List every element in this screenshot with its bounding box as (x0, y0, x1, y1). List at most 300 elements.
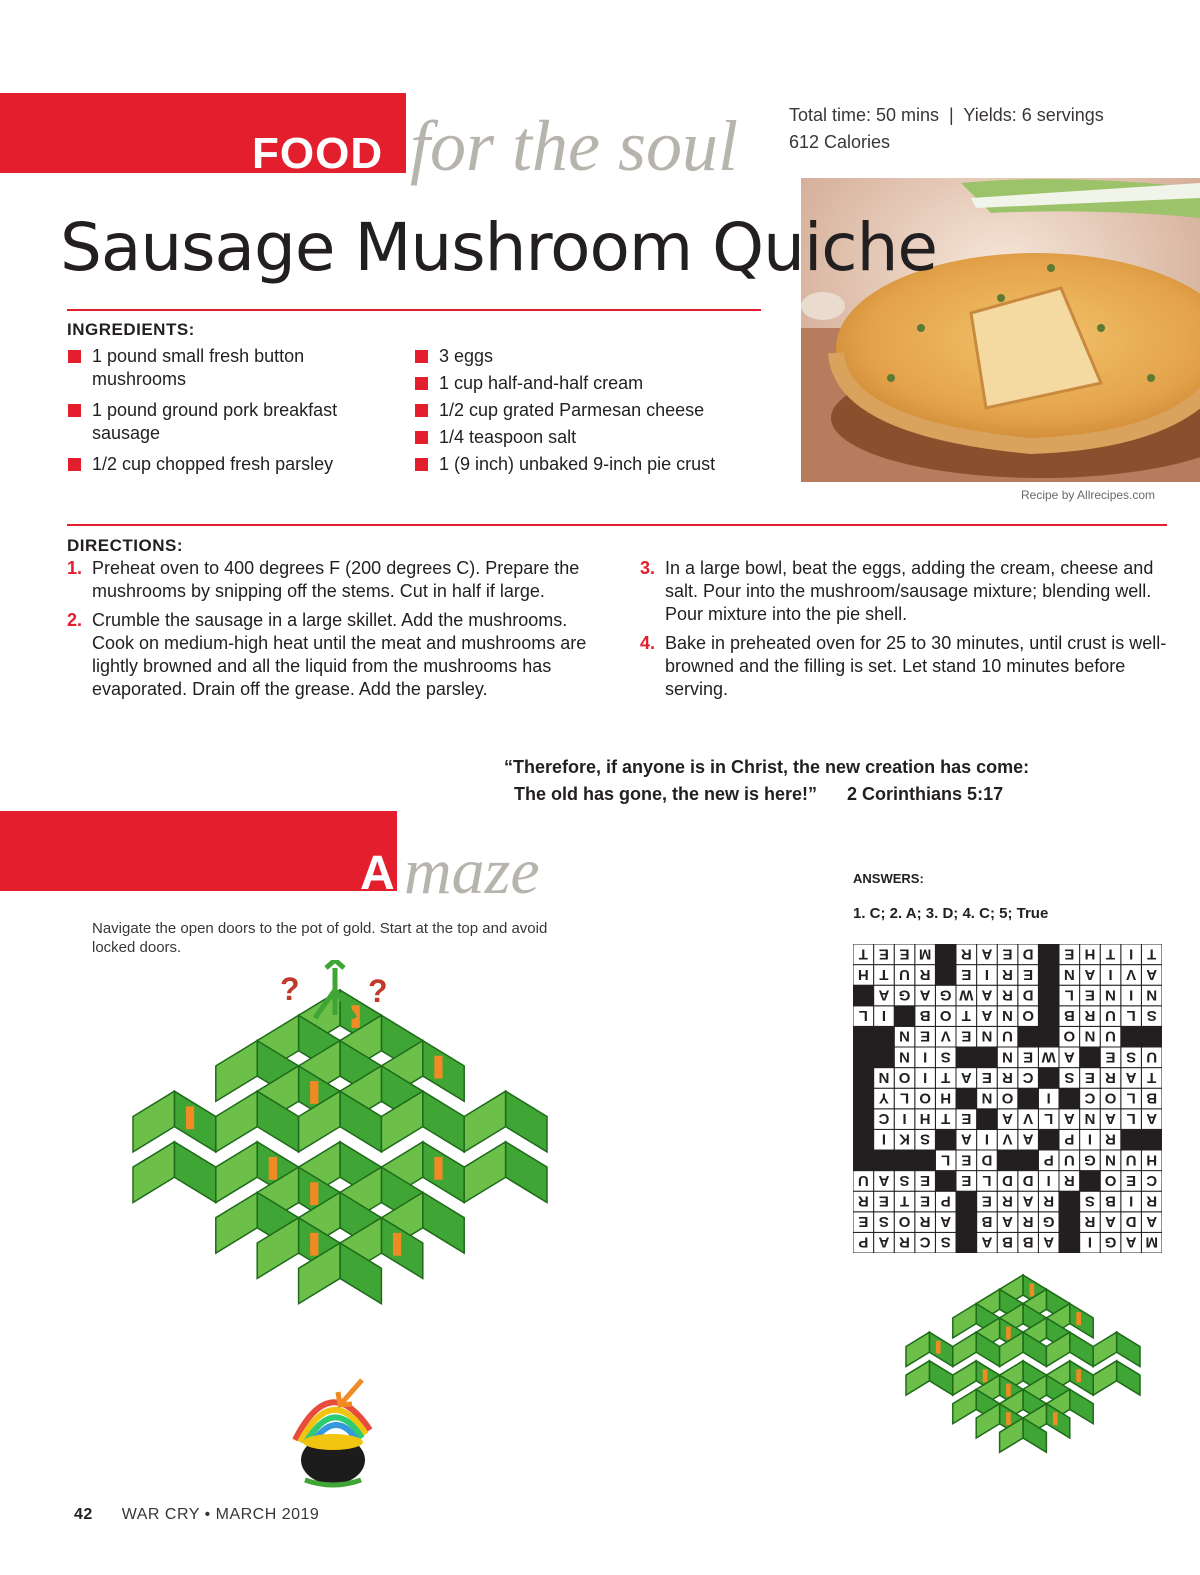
crossword-letter: L (982, 1171, 992, 1189)
crossword-letter: T (1105, 945, 1116, 963)
maze-door (310, 1182, 318, 1205)
maze-wall (953, 1304, 976, 1338)
crossword-block (935, 1171, 956, 1192)
ingredient-text: 1/2 cup chopped fresh parsley (92, 454, 334, 474)
crossword-block (1038, 1068, 1059, 1089)
crossword-letter: W (959, 986, 974, 1004)
crossword-letter: W (1041, 1048, 1056, 1066)
maze-wall (464, 1091, 505, 1152)
crossword-block (874, 1150, 895, 1171)
crossword-letter: R (1022, 1213, 1034, 1231)
maze-wall (953, 1389, 976, 1423)
maze-wall (1117, 1332, 1140, 1366)
crossword-letter: I (1087, 1233, 1092, 1251)
crossword-block (1018, 1150, 1039, 1171)
bullet-square-icon (68, 350, 81, 363)
crossword-block (1038, 985, 1059, 1006)
crossword-block (956, 1232, 977, 1253)
crossword-block (1141, 1026, 1162, 1047)
maze-door (269, 1157, 277, 1180)
crossword-letter: I (902, 1110, 907, 1128)
crossword-block (1038, 1026, 1059, 1047)
ingredient-item (67, 345, 397, 391)
crossword-letter: R (1063, 1171, 1075, 1189)
step-number: 2. (67, 610, 83, 630)
crossword-block (1121, 1129, 1142, 1150)
maze-door (1006, 1412, 1011, 1425)
crossword-block (894, 1150, 915, 1171)
crossword-letter: G (1042, 1213, 1055, 1231)
a-label: A (360, 847, 396, 900)
crossword-letter: A (1043, 1233, 1055, 1251)
crossword-letter: O (1104, 1171, 1117, 1189)
crossword-letter: I (923, 1068, 928, 1086)
crossword-letter: L (1126, 1089, 1136, 1107)
crossword-letter: E (878, 945, 889, 963)
crossword-letter: E (920, 1027, 931, 1045)
crossword-letter: A (1146, 1110, 1158, 1128)
crossword-letter: O (1022, 1007, 1034, 1025)
crossword-letter: C (1022, 1068, 1034, 1086)
directions-heading: DIRECTIONS: (67, 536, 183, 555)
maze-door (434, 1056, 442, 1079)
crossword-letter: T (941, 1110, 951, 1128)
crossword-letter: R (1002, 1192, 1013, 1210)
crossword-letter: P (940, 1192, 951, 1210)
crossword-block (935, 944, 956, 965)
crossword-letter: N (1002, 1007, 1013, 1025)
crossword-letter: E (1126, 1171, 1137, 1189)
crossword-block (853, 1150, 874, 1171)
crossword-letter: D (1022, 945, 1034, 963)
answers-text: 1. C; 2. A; 3. D; 4. C; 5; True (853, 905, 1049, 922)
crossword-letter: E (961, 1027, 972, 1045)
crossword-letter: G (1104, 1233, 1117, 1251)
bullet-square-icon (415, 377, 428, 390)
crossword-letter: S (940, 1048, 951, 1066)
crossword-letter: U (1146, 1048, 1158, 1066)
maze-door (434, 1157, 442, 1180)
maze-door (393, 1233, 401, 1256)
crossword-letter: E (1023, 1048, 1034, 1066)
crossword-letter: E (1084, 986, 1095, 1004)
calories: 612 Calories (789, 132, 891, 152)
maze-instructions: Navigate the open doors to the pot of gold. Start at the top and avoid locked doors. (92, 920, 548, 956)
crossword-letter: A (878, 986, 890, 1004)
crossword-letter: B (1022, 1233, 1034, 1251)
crossword-letter: P (1043, 1151, 1054, 1169)
crossword-letter: I (923, 1048, 928, 1066)
ingredient-text: 1/2 cup grated Parmesan cheese (439, 400, 705, 420)
verse-line-1: “Therefore, if anyone is in Christ, the new creation has come: (504, 757, 1030, 777)
directions-list-left (67, 557, 597, 707)
maze-wall (506, 1091, 547, 1152)
crossword-block (874, 1026, 895, 1047)
maze-label: maze (404, 835, 540, 908)
crossword-letter: N (899, 1027, 910, 1045)
crossword-letter: T (941, 1068, 951, 1086)
crossword-block (1018, 1026, 1039, 1047)
crossword-letter: L (941, 1151, 951, 1169)
crossword-letter: P (1064, 1130, 1075, 1148)
crossword-letter: R (919, 965, 931, 983)
crossword-block (1141, 1129, 1162, 1150)
svg-text:?: ? (368, 973, 388, 1009)
crossword-letter: A (919, 986, 931, 1004)
crossword-letter: H (940, 1089, 952, 1107)
crossword-letter: E (961, 1110, 972, 1128)
crossword-letter: S (899, 1171, 910, 1189)
ingredients-list-left (67, 345, 397, 484)
crossword-block (853, 1068, 874, 1089)
crossword-block (853, 1026, 874, 1047)
ingredient-item (414, 345, 774, 368)
crossword-letter: P (858, 1233, 869, 1251)
maze-wall (174, 1091, 215, 1152)
crossword-letter: H (1146, 1151, 1158, 1169)
crossword-letter: A (960, 1068, 972, 1086)
maze-wall (423, 1142, 464, 1203)
maze-door (1053, 1412, 1058, 1425)
crossword-block (997, 1150, 1018, 1171)
crossword-block (1018, 1088, 1039, 1109)
crossword-letter: I (1087, 1130, 1092, 1148)
maze-wall (953, 1332, 976, 1366)
ingredient-text: 1 (9 inch) unbaked 9-inch pie crust (439, 454, 716, 474)
crossword-letter: E (1105, 1048, 1116, 1066)
crossword-letter: R (1002, 986, 1013, 1004)
crossword-letter: B (981, 1213, 993, 1231)
crossword-letter: D (1022, 1171, 1034, 1189)
crossword-letter: U (899, 965, 910, 983)
crossword-letter: S (940, 1233, 951, 1251)
crossword-letter: A (1002, 1110, 1013, 1128)
maze-wall (216, 1091, 257, 1152)
crossword-letter: A (1022, 1130, 1034, 1148)
crossword-letter: A (1002, 1213, 1013, 1231)
crossword-letter: O (939, 1007, 952, 1025)
crossword-block (1038, 944, 1059, 965)
crossword-letter: T (879, 965, 889, 983)
crossword-letter: B (1146, 1089, 1158, 1107)
crossword-letter: L (858, 1007, 868, 1025)
ingredient-item (414, 453, 774, 476)
crossword-letter: H (857, 965, 869, 983)
direction-step (640, 632, 1175, 701)
crossword-letter: S (1064, 1068, 1075, 1086)
crossword-letter: O (898, 1068, 911, 1086)
ingredient-item (67, 453, 397, 476)
maze-wall (1070, 1332, 1093, 1366)
crossword-letter: I (984, 1130, 989, 1148)
crossword-letter: E (1064, 945, 1075, 963)
bullet-square-icon (68, 404, 81, 417)
crossword-letter: L (899, 1089, 910, 1107)
crossword-cells (853, 944, 1162, 1253)
crossword-letter: A (981, 1007, 993, 1025)
crossword-letter: V (1126, 965, 1137, 983)
publication-name: WAR CRY • MARCH 2019 (121, 1506, 320, 1523)
crossword-letter: O (1104, 1089, 1117, 1107)
finish-arrow-icon (338, 1380, 362, 1405)
crossword-letter: R (857, 1192, 869, 1210)
maze-wall (464, 1142, 505, 1203)
crossword-letter: T (1147, 1068, 1157, 1086)
crossword-letter: R (1084, 1213, 1096, 1231)
crossword-block (956, 1212, 977, 1233)
crossword-letter: U (1105, 1027, 1116, 1045)
crossword-block (1080, 1047, 1101, 1068)
crossword-letter: A (878, 1233, 890, 1251)
crossword-letter: N (1105, 1151, 1116, 1169)
answers-heading: ANSWERS: (853, 871, 924, 886)
crossword-letter: E (920, 1192, 931, 1210)
step-text: Preheat oven to 400 degrees F (200 degrees C). Prepare the mushrooms by snipping off the stems. Cut in half if large. (92, 558, 580, 601)
crossword-block (1059, 1088, 1080, 1109)
ingredient-text: 1 cup half-and-half cream (439, 373, 644, 393)
crossword-letter: A (1022, 1192, 1034, 1210)
total-time: Total time: 50 mins | Yields: 6 servings (789, 105, 1104, 125)
crossword-letter: N (981, 1089, 993, 1107)
crossword-letter: U (1002, 1027, 1013, 1045)
crossword-letter: E (878, 1192, 889, 1210)
maze-puzzle (90, 960, 610, 1500)
crossword-letter: D (1022, 986, 1034, 1004)
crossword-block (1121, 1026, 1142, 1047)
crossword-letter: E (961, 1151, 972, 1169)
crossword-letter: N (1146, 986, 1158, 1004)
crossword-letter: A (1105, 1213, 1116, 1231)
direction-step (67, 609, 597, 701)
maze-wall (423, 1091, 464, 1152)
crossword-letter: E (981, 1068, 992, 1086)
crossword-letter: A (981, 1233, 993, 1251)
crossword-letter: E (1084, 1068, 1095, 1086)
crossword-letter: A (1084, 965, 1096, 983)
recipe-title: Sausage Mushroom Quiche (60, 209, 938, 286)
crossword-letter: L (1064, 986, 1074, 1004)
crossword-letter: I (881, 1007, 886, 1025)
bullet-square-icon (415, 458, 428, 471)
maze-door (1076, 1312, 1081, 1325)
crossword-letter: S (920, 1130, 931, 1148)
crossword-letter: A (960, 1130, 972, 1148)
ingredient-text: 1 pound ground pork breakfast sausage (92, 400, 338, 443)
recipe-credit: Recipe by Allrecipes.com (1021, 488, 1156, 502)
maze-solution-tiles (906, 1275, 1140, 1452)
crossword-block (1059, 1212, 1080, 1233)
crossword-letter: A (878, 1171, 890, 1189)
crossword-letter: D (1125, 1213, 1137, 1231)
crossword-letter: B (919, 1007, 931, 1025)
step-text: Crumble the sausage in a large skillet. Add the mushrooms. Cook on medium-high heat until the meat and mushrooms are lightly browned and all the liquid from the mushrooms has evaporated. Drain off the grease. Add the parsley. (92, 610, 587, 699)
crossword-letter: U (1063, 1151, 1075, 1169)
crossword-letter: E (961, 965, 972, 983)
crossword-letter: G (939, 986, 952, 1004)
crossword-block (977, 1109, 998, 1130)
ingredient-item (67, 399, 397, 445)
maze-wall (216, 1142, 257, 1203)
for-the-soul-label: for the soul (410, 106, 739, 186)
crossword-letter: R (1146, 1192, 1158, 1210)
verse-line-2 (504, 781, 1029, 808)
page-number: 42 (74, 1506, 93, 1523)
crossword-answer-grid (853, 944, 1162, 1253)
crossword-letter: B (1105, 1192, 1116, 1210)
step-text: In a large bowl, beat the eggs, adding the cream, cheese and salt. Pour into the mushroom/sausage mixture; blending well. Pour mixture into the pie shell. (665, 558, 1154, 624)
crossword-letter: O (919, 1089, 931, 1107)
maze-wall (506, 1142, 547, 1203)
crossword-letter: C (1146, 1171, 1158, 1189)
crossword-letter: K (899, 1130, 910, 1148)
crossword-letter: I (1046, 1171, 1051, 1189)
pot-of-gold-icon (295, 1402, 370, 1485)
crossword-letter: E (1002, 945, 1013, 963)
maze-door (983, 1369, 988, 1382)
crossword-letter: R (1002, 1068, 1013, 1086)
crossword-letter: R (899, 1233, 910, 1251)
maze-door (1076, 1369, 1081, 1382)
crossword-block (853, 1088, 874, 1109)
crossword-letter: A (1063, 1110, 1075, 1128)
crossword-block (853, 1129, 874, 1150)
maze-door (310, 1233, 318, 1256)
maze-wall (1093, 1332, 1116, 1366)
crossword-letter: C (919, 1233, 931, 1251)
crossword-letter: H (1084, 945, 1096, 963)
ingredients-list-right (414, 345, 774, 480)
crossword-letter: L (1126, 1007, 1136, 1025)
crossword-block (1059, 1191, 1080, 1212)
maze-wall (1070, 1361, 1093, 1395)
crossword-letter: T (858, 945, 868, 963)
crossword-block (1038, 1006, 1059, 1027)
verse-line-2-text: The old has gone, the new is here!” (514, 784, 818, 804)
crossword-letter: C (878, 1110, 890, 1128)
crossword-letter: E (920, 1171, 931, 1189)
step-text: Bake in preheated oven for 25 to 30 minutes, until crust is well-browned and the filling is set. Let stand 10 minutes before serving. (665, 633, 1167, 699)
ingredient-text: 3 eggs (439, 346, 494, 366)
crossword-letter: O (1063, 1027, 1076, 1045)
crossword-block (874, 1047, 895, 1068)
crossword-letter: I (1046, 1089, 1051, 1107)
crossword-letter: E (858, 1213, 869, 1231)
maze-wall (1117, 1361, 1140, 1395)
crossword-letter: G (1084, 1151, 1096, 1169)
maze-door (1006, 1384, 1011, 1397)
maze-door (186, 1106, 194, 1129)
maze-red-bar (0, 811, 397, 891)
crossword-block (1080, 1171, 1101, 1192)
crossword-letter: T (961, 1007, 971, 1025)
crossword-letter: A (1146, 1213, 1158, 1231)
crossword-letter: A (1146, 965, 1158, 983)
crossword-letter: R (1084, 1007, 1096, 1025)
crossword-letter: Y (878, 1089, 889, 1107)
crossword-block (894, 1006, 915, 1027)
crossword-letter: T (1147, 945, 1157, 963)
ingredient-item (414, 426, 774, 449)
crossword-letter: N (1105, 986, 1116, 1004)
step-number: 4. (640, 633, 656, 653)
step-number: 1. (67, 558, 83, 578)
crossword-letter: I (1129, 945, 1134, 963)
crossword-block (935, 1129, 956, 1150)
crossword-letter: B (1063, 1007, 1075, 1025)
crossword-letter: N (981, 1027, 993, 1045)
maze-wall (423, 1041, 464, 1102)
crossword-letter: A (1125, 1068, 1137, 1086)
crossword-letter: N (1084, 1110, 1096, 1128)
verse-reference: 2 Corinthians 5:17 (847, 784, 1004, 804)
maze-wall (929, 1361, 952, 1395)
crossword-letter: S (1126, 1048, 1137, 1066)
crossword-letter: T (899, 1192, 910, 1210)
crossword-letter: A (1063, 1048, 1075, 1066)
crossword-letter: E (961, 1171, 972, 1189)
crossword-block (956, 1047, 977, 1068)
ingredients-heading: INGREDIENTS: (67, 320, 195, 339)
crossword-letter: R (1105, 1130, 1116, 1148)
directions-list-right (640, 557, 1175, 707)
crossword-letter: O (1001, 1089, 1014, 1107)
crossword-letter: A (981, 945, 993, 963)
crossword-letter: O (898, 1213, 911, 1231)
maze-wall (906, 1361, 929, 1395)
crossword-letter: H (919, 1110, 931, 1128)
direction-step (67, 557, 597, 603)
bible-verse (504, 754, 1029, 808)
bullet-square-icon (415, 431, 428, 444)
crossword-block (977, 1047, 998, 1068)
crossword-letter: L (1044, 1110, 1054, 1128)
crossword-letter: I (881, 1130, 886, 1148)
crossword-letter: M (918, 945, 932, 963)
crossword-block (1038, 1129, 1059, 1150)
crossword-letter: N (878, 1068, 890, 1086)
crossword-letter: V (940, 1027, 951, 1045)
ingredient-text: 1 pound small fresh button mushrooms (92, 346, 305, 389)
ingredient-item (414, 399, 774, 422)
crossword-letter: C (1084, 1089, 1096, 1107)
crossword-block (853, 985, 874, 1006)
step-number: 3. (640, 558, 656, 578)
crossword-letter: E (981, 1192, 992, 1210)
crossword-letter: N (1084, 1027, 1096, 1045)
maze-tiles (133, 990, 547, 1304)
crossword-letter: M (1145, 1233, 1158, 1251)
maze-wall (953, 1361, 976, 1395)
bullet-square-icon (415, 350, 428, 363)
maze-door (1006, 1326, 1011, 1339)
crossword-letter: E (1023, 965, 1034, 983)
ingredient-text: 1/4 teaspoon salt (439, 427, 577, 447)
crossword-block (956, 1088, 977, 1109)
crossword-letter: A (1125, 1233, 1137, 1251)
maze-wall (216, 1041, 257, 1102)
crossword-block (915, 1150, 936, 1171)
crossword-letter: U (1125, 1151, 1137, 1169)
crossword-letter: D (981, 1151, 993, 1169)
crossword-letter: V (1002, 1130, 1013, 1148)
crossword-letter: L (1126, 1110, 1136, 1128)
crossword-letter: S (878, 1213, 889, 1231)
maze-wall (423, 1192, 464, 1253)
crossword-block (1059, 1232, 1080, 1253)
crossword-block (956, 1191, 977, 1212)
crossword-letter: I (1108, 965, 1113, 983)
crossword-letter: G (898, 986, 911, 1004)
